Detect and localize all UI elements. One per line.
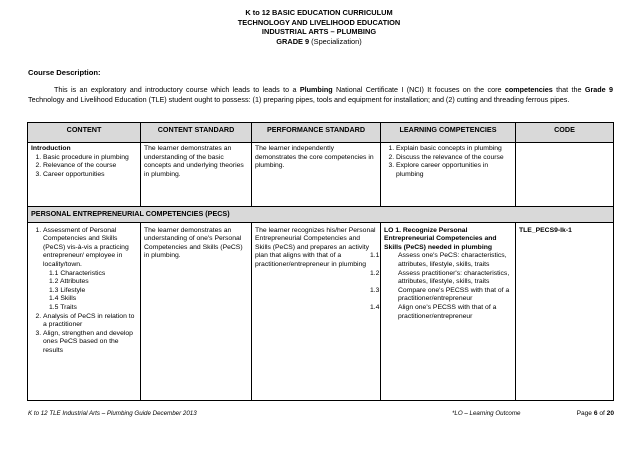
item-text: Assess one's PeCS: characteristics, attributes, lifestyle, skills, traits <box>398 252 507 268</box>
page-prefix: Page <box>576 410 594 417</box>
content-cell <box>28 143 141 207</box>
grade-label: GRADE 9 <box>276 36 310 46</box>
table-header-row <box>28 123 614 143</box>
cd-text-2: National Certificate I (NCI) It focuses on the core <box>332 85 505 94</box>
footer-page-number <box>577 410 614 417</box>
item-number: 1.1 <box>370 252 380 260</box>
item-number: 1.3 <box>370 286 380 294</box>
list-item <box>43 227 137 313</box>
list-item: 2. Relevance of the course <box>43 162 137 171</box>
header-line-2: TECHNOLOGY AND LIVELIHOOD EDUCATION <box>237 17 401 27</box>
sub-item: 1.1 Characteristics <box>49 269 106 277</box>
list-item: 3. Career opportunities <box>43 171 137 180</box>
page-of: of <box>597 410 607 417</box>
footer-lo-note: *LO – Learning Outcome <box>452 410 521 417</box>
list-item: 1. Explain basic concepts in plumbing <box>396 145 512 154</box>
code-cell: TLE_PECS9-Ik-1 <box>516 222 614 400</box>
list-item: 2. Discuss the relevance of the course <box>396 154 512 163</box>
cd-text-1: This is an exploratory and introductory course which leads to leads to a <box>54 85 300 94</box>
content-cell <box>28 222 141 400</box>
document-header <box>0 8 638 46</box>
learning-competencies-cell <box>370 222 516 400</box>
course-description-body <box>28 85 613 106</box>
header-performance-standard: PERFORMANCE STANDARD <box>252 123 381 143</box>
cd-bold-3: Grade 9 <box>584 85 613 94</box>
table-row <box>28 143 614 207</box>
performance-standard-cell: The learner recognizes his/her Personal Entrepreneurial Competencies and Skills (PeCS) and prepares an activity plan that aligns with that of a practitioner/entrepreneur in plumbing <box>252 222 381 400</box>
curriculum-table <box>27 122 614 401</box>
header-line-3: INDUSTRIAL ARTS – PLUMBING <box>261 27 377 37</box>
sub-item: 1.5 Traits <box>49 303 77 311</box>
learning-competencies-cell <box>381 143 516 207</box>
list-item: 3. Align, strengthen and develop ones PeCS based on the results <box>43 330 137 356</box>
content-standard-cell: The learner demonstrates an understanding of one's Personal Competencies and Skills (PeCS) in plumbing. <box>141 222 252 400</box>
list-item: 3. Explore career opportunities in plumbing <box>396 162 512 179</box>
code-cell <box>516 143 614 207</box>
content-title: Introduction <box>31 145 71 152</box>
list-item <box>370 252 512 269</box>
list-item: 1. Basic procedure in plumbing <box>43 154 137 163</box>
list-item <box>370 303 512 321</box>
header-learning-competencies: LEARNING COMPETENCIES <box>381 123 516 143</box>
header-line-4 <box>0 37 638 47</box>
cd-text-4: Technology and Livelihood Education (TLE) student ought to possess: (1) preparing pipes, tools and equipment for installation; and (2) cutting and threading ferrous pipes. <box>28 95 570 105</box>
learning-outcome-title: LO 1. Recognize Personal Entrepreneurial Competencies and Skills (PeCS) needed in plumbing <box>384 226 497 251</box>
cd-bold-1: Plumbing <box>299 85 333 94</box>
cd-text-3: that the <box>552 85 585 94</box>
content-standard-cell: The learner demonstrates an understanding of the basic concepts and underlying theories in plumbing. <box>141 143 252 207</box>
page-total: 20 <box>606 410 614 417</box>
course-description-title: Course Description: <box>28 68 101 77</box>
header-content: CONTENT <box>28 123 141 143</box>
sub-item: 1.4 Skills <box>49 295 77 303</box>
specialization-label: (Specialization) <box>309 36 362 46</box>
footer-left: K to 12 TLE Industrial Arts – Plumbing Guide December 2013 <box>28 410 197 417</box>
list-item: 2. Analysis of PeCS in relation to a practitioner <box>43 313 137 330</box>
section-row <box>28 207 614 223</box>
performance-standard-cell: The learner independently demonstrates the core competencies in plumbing. <box>252 143 381 207</box>
item-text: Assess practitioner's: characteristics, attributes, lifestyle, skills, traits <box>398 269 510 286</box>
item-text: Align one's PECSS with that of a practitioner/entrepreneur <box>398 303 497 320</box>
page-number: 6 <box>593 410 598 417</box>
item-text: Compare one's PECSS with that of a practitioner/entrepreneur <box>398 286 510 303</box>
header-line-1: K to 12 BASIC EDUCATION CURRICULUM <box>245 8 393 17</box>
cd-bold-2: competencies <box>504 85 553 94</box>
section-label: PERSONAL ENTREPRENEURIAL COMPETENCIES (PECS) <box>28 207 614 223</box>
item-number: 1.2 <box>370 269 380 277</box>
list-item-text: Assessment of Personal Competencies and Skills (PeCS) vis-à-vis a practicing entrepreneur/ employee in locality/town. <box>43 226 129 268</box>
item-number: 1.4 <box>370 303 380 311</box>
list-item <box>370 286 512 304</box>
header-code: CODE <box>516 123 614 143</box>
header-content-standard: CONTENT STANDARD <box>141 123 252 143</box>
sub-item: 1.2 Attributes <box>49 278 89 286</box>
sub-item: 1.3 Lifestyle <box>49 286 86 294</box>
table-row <box>28 222 614 400</box>
list-item <box>370 269 512 287</box>
